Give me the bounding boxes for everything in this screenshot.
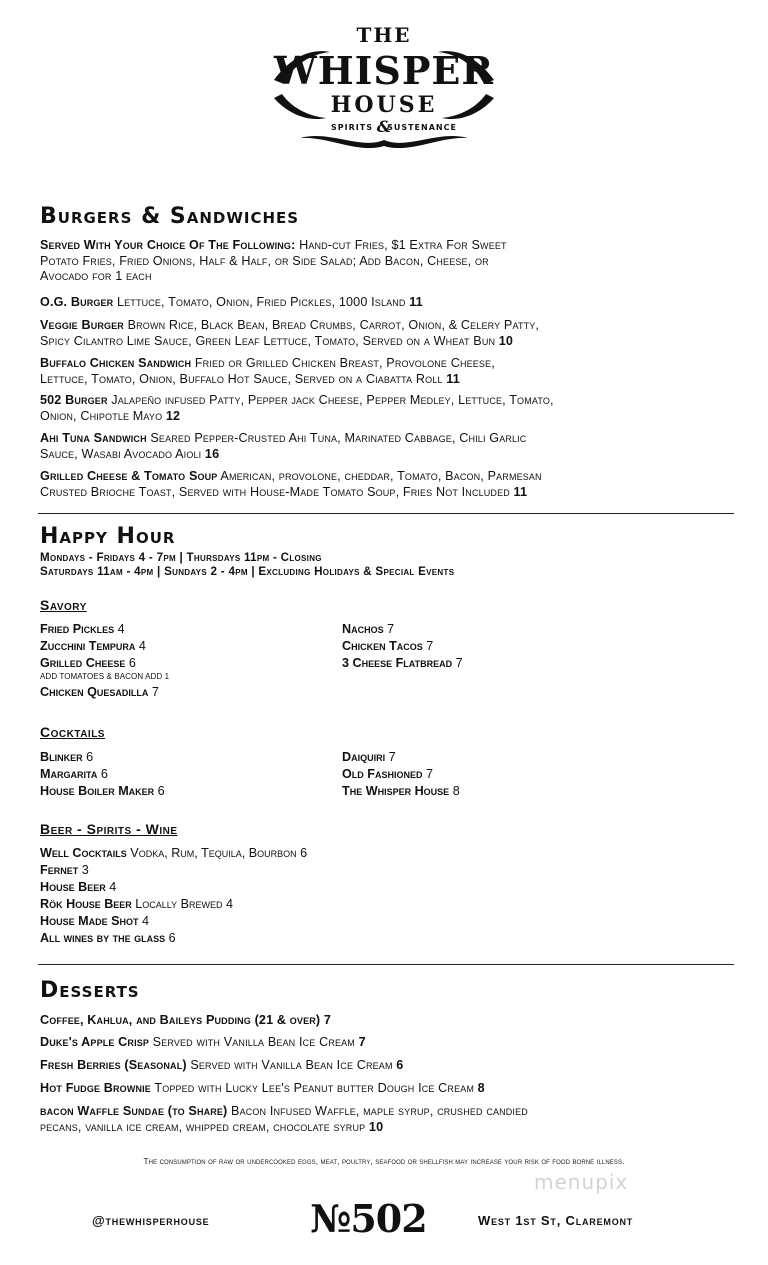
food-safety-disclaimer: The consumption of raw or undercooked eggs, meat, poultry, seafood or shellfish may increase your risk of food borne illness. (143, 1156, 625, 1166)
item-name: Buffalo Chicken Sandwich (40, 356, 192, 370)
social-handle: @thewhisperhouse (92, 1213, 210, 1228)
item-name: House Boiler Maker (40, 784, 155, 798)
list-item (40, 655, 169, 672)
item-name: Chicken Quesadilla (40, 685, 149, 699)
item-price: 6 (396, 1058, 404, 1072)
item-desc: Jalapeño infused Patty, Pepper jack Cheese, Pepper Medley, Lettuce, Tomato, (107, 393, 554, 407)
item-desc: 6 (165, 931, 176, 945)
item-price: 12 (165, 408, 181, 423)
burgers-title: Burgers & Sandwiches (40, 204, 300, 229)
item-price: 8 (449, 784, 460, 798)
list-item (342, 783, 460, 800)
menu-item-apple-crisp (40, 1035, 740, 1051)
item-name: Grilled Cheese (40, 656, 126, 670)
item-name: Well Cocktails (40, 846, 127, 860)
item-price: 7 (358, 1035, 366, 1049)
item-desc: 4 (105, 880, 117, 894)
item-price: 7 (148, 685, 159, 699)
menu-item-grilled-cheese-soup (40, 469, 740, 500)
logo-graphic (270, 18, 498, 158)
savory-title: Savory (40, 597, 87, 613)
item-price: 6 (97, 767, 108, 781)
list-item (40, 684, 169, 701)
item-name: 3 Cheese Flatbread (342, 656, 453, 670)
list-item (342, 621, 463, 638)
item-name: Coffee, Kahlua, and Baileys Pudding (21 & over) (40, 1013, 324, 1027)
cocktails-title: Cocktails (40, 724, 105, 740)
item-desc: Lettuce, Tomato, Onion, Fried Pickles, 1000 Island (113, 295, 410, 309)
item-price: 7 (385, 750, 396, 764)
item-name: Fernet (40, 863, 79, 877)
list-item (342, 749, 460, 766)
item-name: Veggie Burger (40, 318, 124, 332)
item-desc: Seared Pepper-Crusted Ahi Tuna, Marinated Cabbage, Chili Garlic (146, 431, 527, 445)
item-price: 10 (368, 1119, 384, 1134)
menu-item-og-burger (40, 295, 740, 311)
item-desc: Fried or Grilled Chicken Breast, Provolone Cheese, (191, 356, 495, 370)
item-desc: Served with Vanilla Bean Ice Cream (186, 1058, 397, 1072)
burgers-intro-bold: Served With Your Choice Of The Following: (40, 238, 296, 252)
item-name: Grilled Cheese & Tomato Soup (40, 469, 218, 483)
item-name: All wines by the glass (40, 931, 166, 945)
item-price: 6 (82, 750, 94, 764)
item-name: Fried Pickles (40, 622, 115, 636)
item-desc-2: Sauce, Wasabi Avocado Aioli (40, 446, 205, 461)
logo-text-amp: & (376, 117, 392, 136)
item-name: The Whisper House (342, 784, 450, 798)
item-name: Rök House Beer (40, 897, 132, 911)
number-value: 502 (350, 1196, 427, 1241)
item-price: 7 (422, 767, 434, 781)
list-item (40, 621, 169, 638)
item-price: 11 (513, 484, 528, 499)
menu-item-veggie-burger (40, 318, 740, 349)
item-price: 7 (422, 639, 434, 653)
item-price: 7 (452, 656, 463, 670)
desserts-title: Desserts (40, 978, 140, 1003)
list-item (40, 638, 169, 655)
logo-text-spirits: SPIRITS (331, 123, 373, 132)
item-name: Duke's Apple Crisp (40, 1035, 150, 1049)
menu-item-buffalo-chicken (40, 356, 740, 387)
item-desc: Topped with Lucky Lee's Peanut butter Dough Ice Cream (150, 1081, 478, 1095)
number-sign: № (310, 1196, 351, 1241)
item-desc-2: Spicy Cilantro Lime Sauce, Green Leaf Lettuce, Tomato, Served on a Wheat Bun (40, 333, 499, 348)
watermark: menupix (534, 1170, 629, 1194)
address: West 1st St, Claremont (478, 1213, 634, 1228)
list-item (40, 862, 307, 879)
savory-left-column (40, 621, 169, 701)
list-item (40, 783, 165, 800)
item-desc-2: pecans, vanilla ice cream, whipped cream, chocolate syrup (40, 1119, 369, 1134)
item-name: House Made Shot (40, 914, 139, 928)
burgers-intro-text-1: Hand-cut Fries, $1 Extra For Sweet (295, 238, 507, 252)
item-desc: Bacon Infused Waffle, maple syrup, crushed candied (227, 1104, 528, 1118)
item-name: Hot Fudge Brownie (40, 1081, 151, 1095)
logo-text-house: HOUSE (330, 92, 438, 118)
item-desc: 4 (138, 914, 150, 928)
menu-item-502-burger (40, 393, 740, 424)
street-number (310, 1196, 427, 1241)
list-item (40, 749, 165, 766)
list-item (342, 655, 463, 672)
list-item (342, 766, 460, 783)
burgers-intro-text-2: Potato Fries, Fried Onions, Half & Half, or Side Salad; Add Bacon, Cheese, or (40, 253, 489, 268)
item-price: 16 (204, 446, 220, 461)
item-price: 11 (409, 295, 423, 309)
item-desc: Vodka, Rum, Tequila, Bourbon 6 (126, 846, 308, 860)
item-name: Daiquiri (342, 750, 386, 764)
item-price: 11 (446, 371, 460, 386)
item-name: Blinker (40, 750, 83, 764)
item-price: 7 (383, 622, 395, 636)
beer-spirits-wine-list (40, 845, 307, 947)
happy-hour-title: Happy Hour (40, 524, 176, 549)
menu-item-pudding (40, 1013, 740, 1029)
item-name: Chicken Tacos (342, 639, 423, 653)
item-name: O.G. Burger (40, 295, 114, 309)
logo-text-the: THE (356, 23, 412, 47)
item-name: Ahi Tuna Sandwich (40, 431, 147, 445)
menu-item-ahi-tuna (40, 431, 740, 462)
item-name: Old Fashioned (342, 767, 423, 781)
item-price: 7 (323, 1013, 332, 1027)
burgers-intro (40, 238, 740, 285)
happy-hour-times-1: Mondays - Fridays 4 - 7pm | Thursdays 11pm - Closing (40, 551, 322, 564)
logo (270, 18, 498, 158)
item-desc: Brown Rice, Black Bean, Bread Crumbs, Carrot, Onion, & Celery Patty, (123, 318, 540, 332)
item-price: 6 (154, 784, 165, 798)
cocktails-right-column (342, 749, 460, 800)
item-note: ADD TOMATOES & BACON ADD 1 (40, 672, 170, 681)
item-price: 4 (114, 622, 125, 636)
list-item (40, 930, 307, 947)
item-price: 4 (135, 639, 146, 653)
item-desc: American, provolone, cheddar, Tomato, Bacon, Parmesan (217, 469, 542, 483)
item-price: 6 (125, 656, 136, 670)
divider (38, 964, 734, 965)
list-item (40, 766, 165, 783)
list-item (342, 638, 463, 655)
list-item (40, 896, 307, 913)
item-desc: Locally Brewed 4 (131, 897, 234, 911)
list-item (40, 879, 307, 896)
menu-item-bacon-waffle-sundae (40, 1104, 740, 1135)
item-name: bacon Waffle Sundae (to Share) (40, 1104, 228, 1118)
menu-item-hot-fudge-brownie (40, 1081, 740, 1097)
item-desc: 3 (78, 863, 89, 877)
cocktails-left-column (40, 749, 165, 800)
item-desc-2: Crusted Brioche Toast, Served with House-Made Tomato Soup, Fries Not Included (40, 484, 514, 499)
item-name: 502 Burger (40, 393, 108, 407)
item-name: Margarita (40, 767, 98, 781)
item-name: Nachos (342, 622, 384, 636)
item-price: 8 (477, 1081, 485, 1095)
beer-spirits-wine-title: Beer - Spirits - Wine (40, 821, 178, 837)
item-desc-2: Onion, Chipotle Mayo (40, 408, 166, 423)
logo-text-whisper: WHISPER (274, 48, 494, 93)
item-desc: Served with Vanilla Bean Ice Cream (149, 1035, 359, 1049)
savory-right-column (342, 621, 463, 672)
item-price: 10 (498, 333, 514, 348)
item-desc-2: Lettuce, Tomato, Onion, Buffalo Hot Sauce, Served on a Ciabatta Roll (40, 371, 447, 386)
menu-item-fresh-berries (40, 1058, 740, 1074)
item-name: Fresh Berries (Seasonal) (40, 1058, 187, 1072)
burgers-intro-text-3: Avocado for 1 each (40, 269, 152, 283)
item-name: Zucchini Tempura (40, 639, 136, 653)
item-name: House Beer (40, 880, 106, 894)
list-item (40, 845, 307, 862)
logo-text-sustenance: SUSTENANCE (387, 123, 457, 132)
divider (38, 513, 734, 514)
list-item (40, 913, 307, 930)
happy-hour-times-2: Saturdays 11am - 4pm | Sundays 2 - 4pm | Excluding Holidays & Special Events (40, 565, 455, 578)
